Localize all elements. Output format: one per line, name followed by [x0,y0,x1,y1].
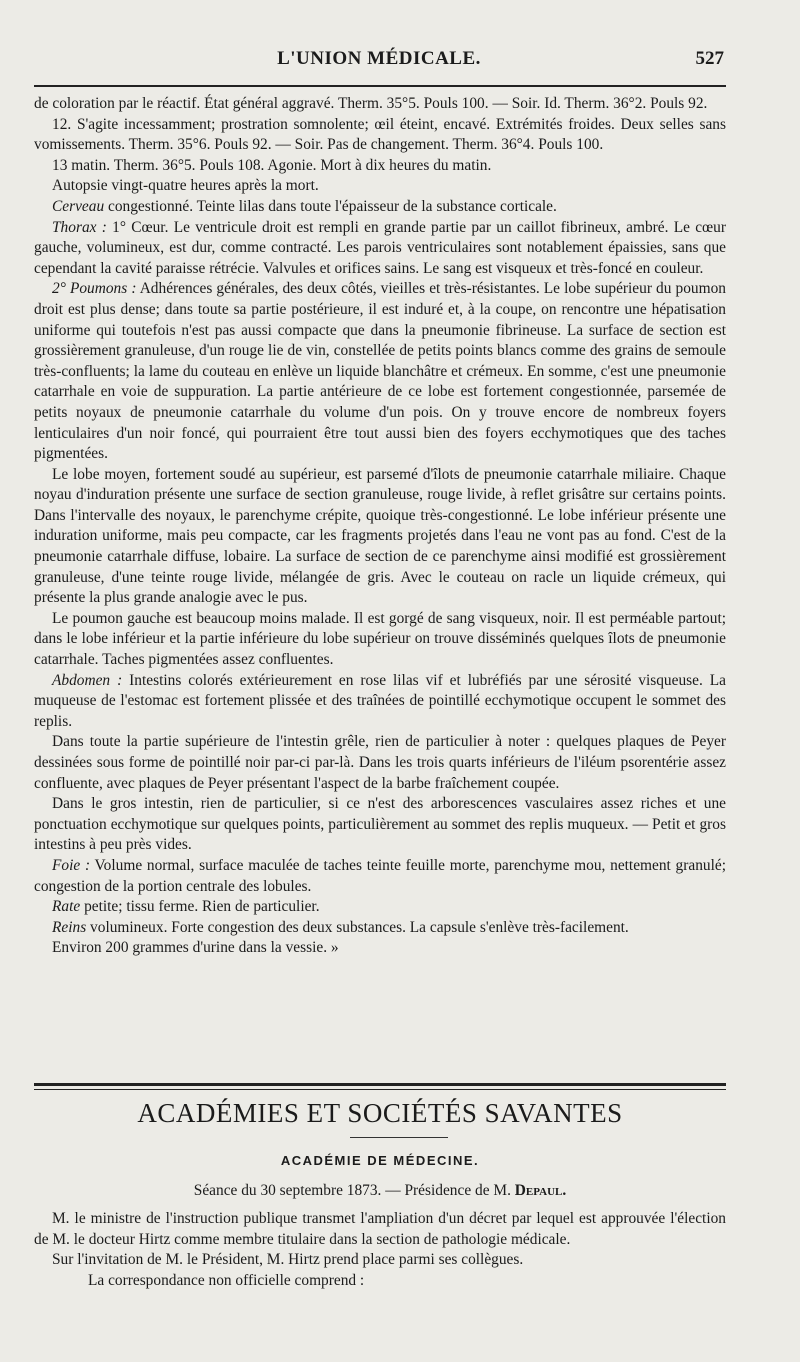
page-number: 527 [695,48,724,69]
title-underline-rule [350,1137,448,1138]
section-double-rule-bottom [34,1089,726,1090]
paragraph-text: Environ 200 grammes d'urine dans la vessie. » [52,939,339,957]
seance-body [34,1209,726,1291]
paragraph-text: Autopsie vingt-quatre heures après la mort. [52,177,319,195]
paragraph-text: Dans toute la partie supérieure de l'intestin grêle, rien de particulier à noter : quelques plaques de Peyer dessinées sous forme de pointillé noir par-ci par-là. Dans les trois quarts inférieurs de l'iléum psorentérie assez confluente, avec plaques de Peyer présentant l'aspect de la barbe fraîchement coupée. [34,733,726,792]
paragraph-text: congestionné. Teinte lilas dans toute l'épaisseur de la substance corticale. [104,197,557,215]
paragraph-text: volumineux. Forte congestion des deux substances. La capsule s'enlève très-facilement. [86,918,629,936]
paragraph [34,1209,726,1250]
paragraph [34,732,726,794]
case-report-body [34,94,726,959]
paragraph [34,918,726,939]
paragraph-text: 13 matin. Therm. 36°5. Pouls 108. Agonie. Mort à dix heures du matin. [52,156,492,174]
paragraph [34,197,726,218]
paragraph [34,465,726,609]
paragraph [34,218,726,280]
paragraph-text: Dans le gros intestin, rien de particulier, si ce n'est des arborescences vasculaires assez riches et une ponctuation ecchymotique sur quelques points, particulièrement au sommet des replis muqueux. — Petit et gros intestins à peu près vides. [34,795,726,854]
academy-heading: ACADÉMIE DE MÉDECINE. [280,1153,480,1168]
paragraph-text: 1° Cœur. Le ventricule droit est rempli en grande partie par un caillot fibrineux, ambré. Le cœur gauche, volumineux, est dur, comme contracté. Les parois ventriculaires sont notablement épaissies, sans que cependant la cavité paraisse rétrécie. Valvules et orifices sains. Le sang est visqueux et très-foncé en couleur. [34,218,726,277]
paragraph [34,671,726,733]
paragraph [34,897,726,918]
paragraph [34,1271,726,1292]
paragraph-lead: Rate [52,898,81,916]
paragraph-text: Volume normal, surface maculée de taches teinte feuille morte, parenchyme mou, nettement granulé; congestion de la portion centrale des lobules. [34,856,726,895]
seance-president: Depaul. [514,1182,567,1199]
seance-line [0,1182,760,1200]
paragraph [34,794,726,856]
page-header [34,48,724,82]
seance-text: Séance du 30 septembre 1873. — Présidence de M. [193,1182,515,1199]
paragraph-text: Adhérences générales, des deux côtés, vieilles et très-résistantes. Le lobe supérieur du poumon droit est plus dense; dans toute sa partie postérieure, il est induré et, à la coupe, on rencontre une hépatisation uniforme qui toutefois n'est pas aussi compacte que dans la pneumonie fibrineuse. La surface de section est grossièrement granuleuse, d'un rouge lie de vin, constellée de petits points blancs comme des grains de semoule très-confluents; la lame du couteau en enlève un liquide blanchâtre et crémeux. En somme, c'est une pneumonie catarrhale en voie de suppuration. La partie antérieure de ce lobe est fortement congestionnée, parsemée de petits noyaux de pneumonie catarrhale du volume d'un pois. On y trouve encore de nombreux foyers lenticulaires d'un noir foncé, qui pourraient être tout aussi bien des foyers ecchymotiques que des taches pigmentées. [34,280,726,463]
header-rule [34,85,726,87]
paragraph-text: Le poumon gauche est beaucoup moins malade. Il est gorgé de sang visqueux, noir. Il est perméable partout; dans le lobe inférieur et la partie inférieure du lobe supérieur on trouve disséminés quelques îlots de pneumonie catarrhale. Taches pigmentées assez confluentes. [34,609,726,669]
paragraph-lead: Cerveau [52,197,105,215]
paragraph-lead: 2° Poumons : [52,280,137,298]
paragraph-text: La correspondance non officielle comprend : [88,1271,365,1289]
paragraph [34,279,726,464]
paragraph [34,938,726,959]
paragraph [34,156,726,177]
paragraph-text: petite; tissu ferme. Rien de particulier. [80,898,320,916]
section-double-rule-top [34,1083,726,1086]
paragraph-text: 12. S'agite incessamment; prostration somnolente; œil éteint, encavé. Extrémités froides. Deux selles sans vomissements. Therm. 35°6. Pouls 92. — Soir. Pas de changement. Therm. 36°4. Pouls 100. [34,115,726,154]
paragraph-lead: Thorax : [52,218,107,236]
paragraph [34,1250,726,1271]
paragraph [34,115,726,156]
paragraph-lead: Reins [52,918,87,936]
paragraph-text: de coloration par le réactif. État général aggravé. Therm. 35°5. Pouls 100. — Soir. Id. Therm. 36°2. Pouls 92. [34,95,708,112]
paragraph [34,609,726,671]
paragraph-lead: Abdomen : [52,671,123,689]
section-title: ACADÉMIES ET SOCIÉTÉS SAVANTES [137,1098,623,1128]
paragraph [34,856,726,897]
paragraph [34,94,726,115]
paragraph-text: Le lobe moyen, fortement soudé au supérieur, est parsemé d'îlots de pneumonie catarrhale miliaire. Chaque noyau d'induration présente une surface de section granuleuse, rouge livide, à reflet grisâtre sur certains points. Dans l'intervalle des noyaux, le parenchyme crépite, quoique très-congestionné. Le lobe inférieur présente une induration uniforme, mais peu compacte, car les fragments projetés dans l'eau ne vont pas au fond. C'est de la pneumonie catarrhale diffuse, lobaire. La surface de section de ce parenchyme ainsi modifié est grossièrement granuleuse, d'une teinte rouge livide, mélangée de gris. Avec le couteau on racle un liquide crémeux, qui présente la plus grande analogie avec le pus. [34,465,726,607]
paragraph-text: M. le ministre de l'instruction publique transmet l'ampliation d'un décret par lequel est approuvée l'élection de M. le docteur Hirtz comme membre titulaire dans la section de pathologie médicale. [34,1210,726,1248]
paragraph-lead: Foie : [52,856,91,874]
paragraph-text: Sur l'invitation de M. le Président, M. Hirtz prend place parmi ses collègues. [52,1251,524,1269]
paragraph-text: Intestins colorés extérieurement en rose lilas vif et lubréfiés par une sérosité visqueuse. La muqueuse de l'estomac est fortement plissée et des traînées de pointillé ecchymotique occupent le sommet des replis. [34,671,726,730]
running-head: L'UNION MÉDICALE. [277,48,481,69]
paragraph [34,176,726,197]
